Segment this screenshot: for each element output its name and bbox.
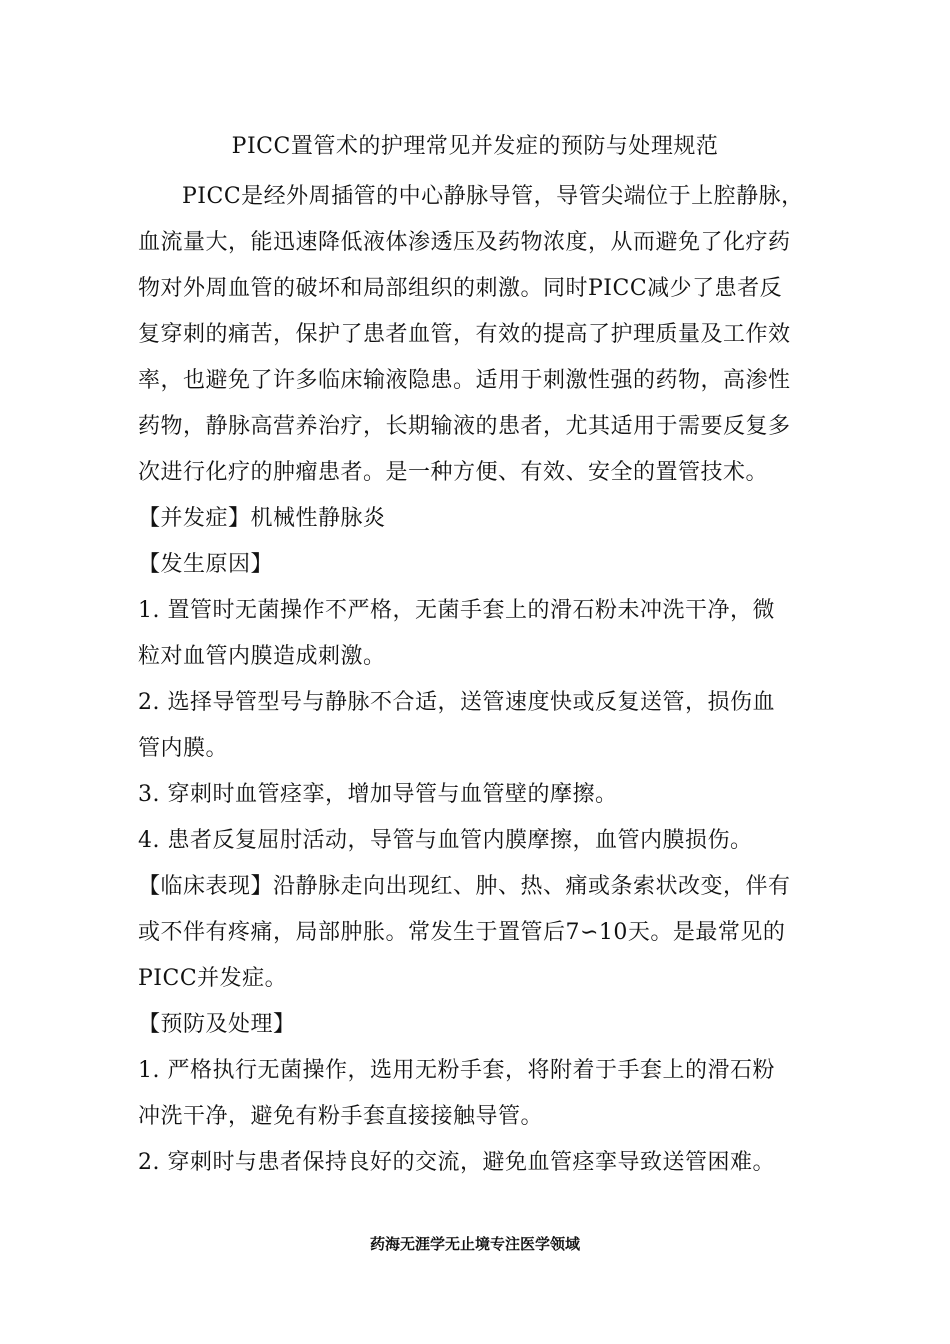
section-heading-cause: 【发生原因】 bbox=[138, 552, 274, 577]
list-item: 2. 穿刺时与患者保持良好的交流，避免血管痉挛导致送管困难。 bbox=[138, 1150, 775, 1175]
page-footer: 药海无涯学无止境专注医学领域 bbox=[369, 1235, 580, 1253]
document-title: PICC置管术的护理常见并发症的预防与处理规范 bbox=[231, 134, 719, 159]
paragraph-line: 复穿刺的痛苦，保护了患者血管，有效的提高了护理质量及工作效 bbox=[138, 322, 791, 347]
section-heading-prevention: 【预防及处理】 bbox=[138, 1012, 296, 1037]
list-item: 1. 严格执行无菌操作，选用无粉手套，将附着于手套上的滑石粉 bbox=[138, 1058, 775, 1083]
paragraph-line: 或不伴有疼痛，局部肿胀。常发生于置管后7∽10天。是最常见的 bbox=[138, 920, 786, 945]
list-item: 3. 穿刺时血管痉挛，增加导管与血管壁的摩擦。 bbox=[138, 782, 618, 807]
list-item: 2. 选择导管型号与静脉不合适，送管速度快或反复送管，损伤血 bbox=[138, 690, 775, 715]
list-item-continuation: 冲洗干净，避免有粉手套直接接触导管。 bbox=[138, 1104, 544, 1129]
paragraph-line: 物对外周血管的破坏和局部组织的刺激。同时PICC减少了患者反 bbox=[138, 276, 783, 301]
paragraph-line: PICC并发症。 bbox=[138, 966, 288, 991]
paragraph-line: 血流量大，能迅速降低液体渗透压及药物浓度，从而避免了化疗药 bbox=[138, 230, 791, 255]
paragraph-line: 率，也避免了许多临床输液隐患。适用于刺激性强的药物，高渗性 bbox=[138, 368, 791, 393]
list-item: 4. 患者反复屈肘活动，导管与血管内膜摩擦，血管内膜损伤。 bbox=[138, 828, 753, 853]
paragraph-line: 药物，静脉高营养治疗，长期输液的患者，尤其适用于需要反复多 bbox=[138, 414, 791, 439]
list-item-continuation: 粒对血管内膜造成刺激。 bbox=[138, 644, 386, 669]
document-body bbox=[138, 174, 838, 1186]
section-heading-complication: 【并发症】机械性静脉炎 bbox=[138, 506, 386, 531]
section-heading-clinical: 【临床表现】沿静脉走向出现红、肿、热、痛或条索状改变，伴有 bbox=[138, 874, 791, 899]
list-item: 1. 置管时无菌操作不严格，无菌手套上的滑石粉未冲洗干净，微 bbox=[138, 598, 775, 623]
paragraph-line: 次进行化疗的肿瘤患者。是一种方便、有效、安全的置管技术。 bbox=[138, 460, 769, 485]
paragraph-line: PICC是经外周插管的中心静脉导管，导管尖端位于上腔静脉， bbox=[182, 184, 804, 209]
list-item-continuation: 管内膜。 bbox=[138, 736, 229, 761]
